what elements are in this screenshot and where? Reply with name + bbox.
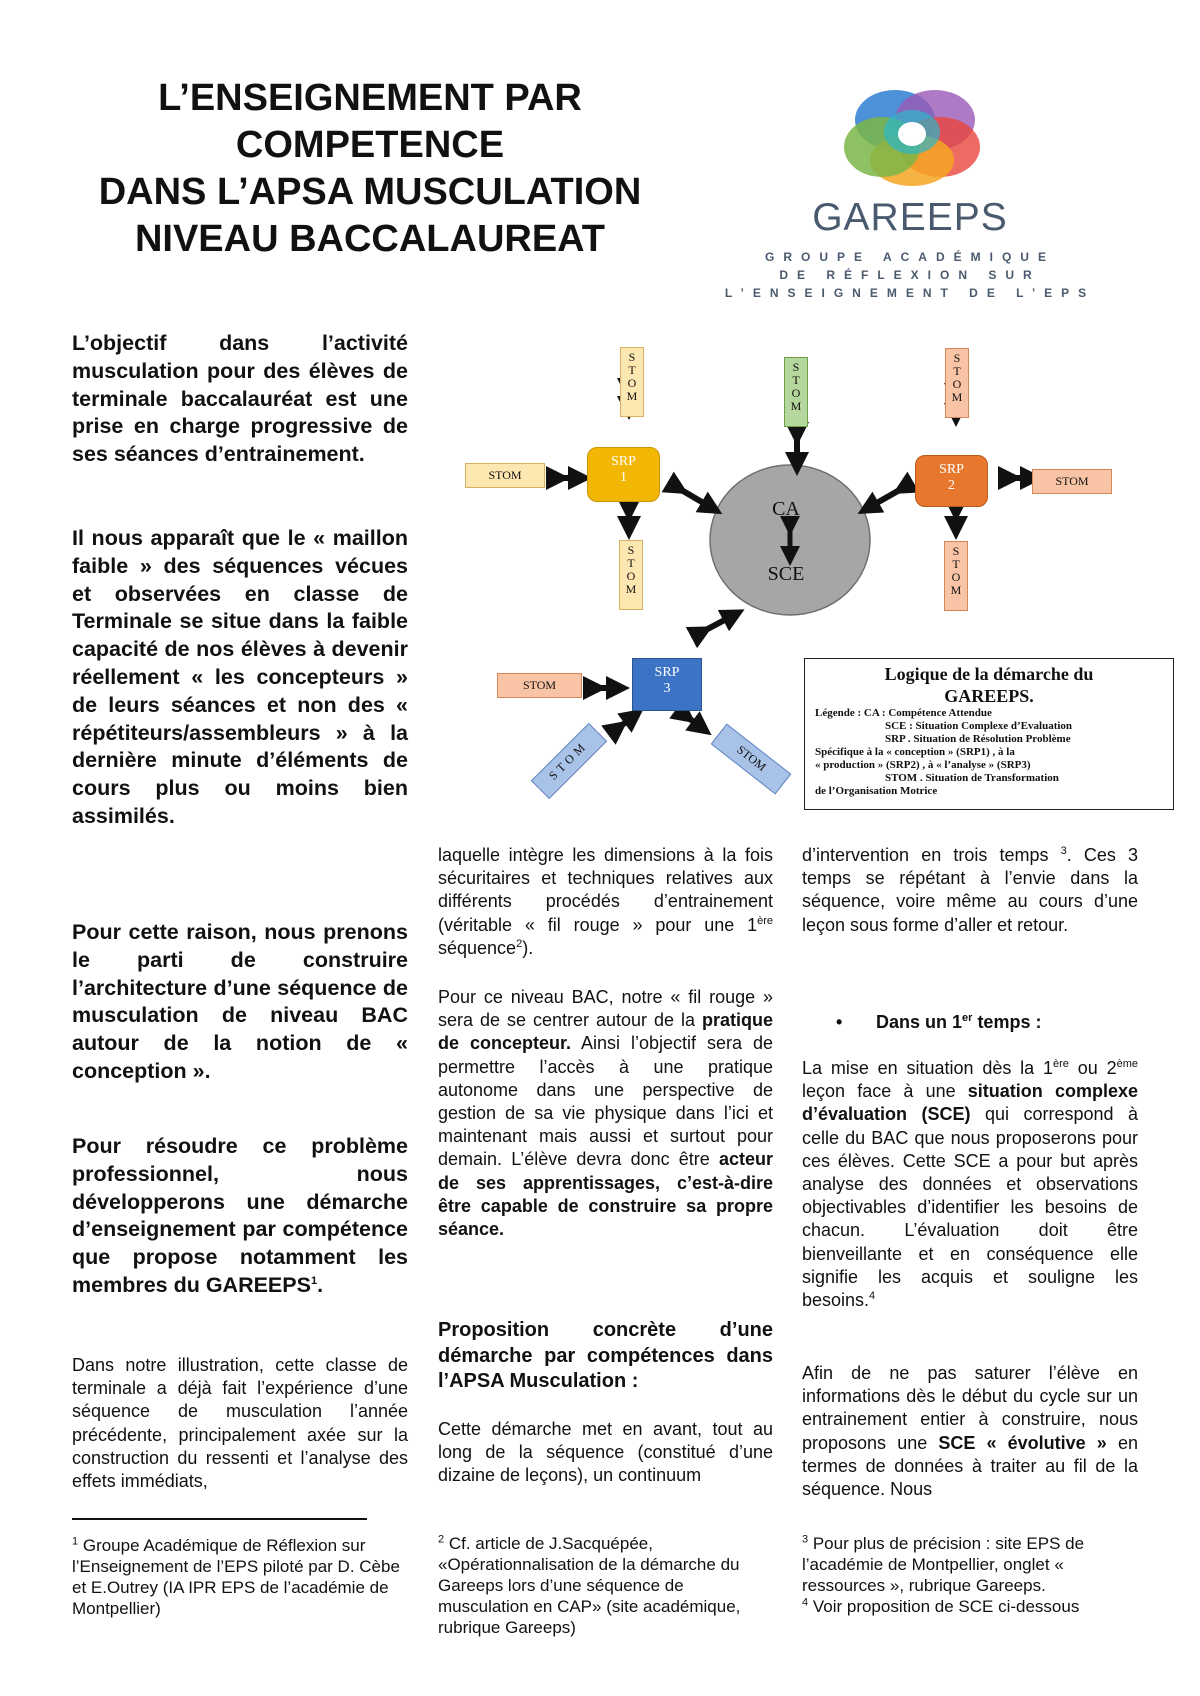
stom-box-center-top: S T O M bbox=[784, 357, 808, 427]
footnote-1-text: Groupe Académique de Réflexion sur l’Enseignement de l’EPS piloté par D. Cèbe et E.Outrey (IA IPR EPS de l’académie de Montpellier) bbox=[72, 1536, 400, 1618]
title-line-3: DANS L’APSA MUSCULATION bbox=[98, 171, 642, 213]
right-p3-b: en termes de données à traiter au fil de la séquence. Nous bbox=[802, 1432, 1138, 1500]
bullet-first-time bbox=[836, 1011, 1136, 1034]
left-paragraph-1: L’objectif dans l’activité musculation pour des élèves de terminale baccalauréat est une prise en charge progressive de ses séances d’entrainement. bbox=[72, 331, 408, 467]
footnote-1-num: 1 bbox=[72, 1535, 79, 1548]
middle-p1-c: ). bbox=[522, 937, 534, 958]
stom-box-srp2-right: STOM bbox=[1032, 469, 1112, 494]
stom-box-srp1-left: STOM bbox=[465, 463, 545, 488]
stom-box-srp3-bottom-right: STOM bbox=[711, 724, 792, 795]
right-p2-c: leçon face à une bbox=[802, 1081, 968, 1102]
right-p2-d: qui correspond à celle du BAC que nous proposerons pour ces élèves. Cette SCE a pour but après analyse des données et observations objectivables d’identifier les besoins de chacun. L’évaluation doit être bienveillante et en conséquence elle signifie les acquis et souligne les besoins. bbox=[802, 1104, 1138, 1311]
right-p2-bold: situation complexe d’évaluation (SCE) bbox=[802, 1081, 1138, 1125]
legend-line-2: SCE : Situation Complexe d’Evaluation bbox=[885, 720, 1073, 732]
left-paragraph-2: Il nous apparaît que le « maillon faible » des séquences vécues et observées en classe de Terminale se situe dans la faible capacité de nos élèves à devenir réellement « les concepteurs » de leurs séances et non des « répétiteurs/assembleurs » à la dernière minute d’éléments de cours plus ou moins bien assimilés. bbox=[72, 526, 408, 828]
middle-heading: Proposition concrète d’une démarche par compétences dans l’APSA Musculation : bbox=[438, 1319, 773, 1392]
middle-p2-bold-1: pratique de concepteur. bbox=[438, 1010, 773, 1054]
legend-line-5: « production » (SRP2) , à « l’analyse » (SRP3) bbox=[815, 759, 1031, 771]
footnote-ref-3: 3 bbox=[1060, 845, 1067, 857]
page-title bbox=[60, 75, 680, 263]
srp2-box: SRP 2 bbox=[915, 455, 988, 507]
logo-subtitle-1: GROUPE ACADÉMIQUE bbox=[765, 250, 1055, 264]
left-paragraph-5: Dans notre illustration, cette classe de terminale a déjà fait l’expérience d’une séquence de musculation l’année précédente, principalement axée sur la construction du ressenti et l’analyse des effets immédiats, bbox=[72, 1355, 408, 1492]
right-p2-a: La mise en situation dès la 1 bbox=[802, 1058, 1054, 1078]
legend-title-1: Logique de la démarche du bbox=[884, 664, 1094, 684]
bullet-text: Dans un 1 bbox=[876, 1012, 963, 1032]
middle-paragraph-2 bbox=[438, 986, 773, 1241]
middle-p2-bold-2: acteur de ses apprentissages, c’est-à-dire être capable de construire sa propre séance. bbox=[438, 1149, 773, 1240]
title-line-1: L’ENSEIGNEMENT PAR bbox=[158, 77, 582, 119]
middle-p2-a: Pour ce niveau BAC, notre « fil rouge » sera de se centrer autour de la bbox=[438, 987, 773, 1031]
right-p3-a: Afin de ne pas saturer l’élève en informations dès le début du cycle sur un entrainement entier à construire, nous proposons une bbox=[802, 1363, 1138, 1453]
middle-p1-b: séquence bbox=[438, 937, 517, 958]
center-label-sce: SCE bbox=[767, 563, 805, 585]
arrow-srp3-center bbox=[702, 615, 734, 632]
stom-box-srp1-bottom: S T O M bbox=[619, 540, 643, 610]
footnote-3 bbox=[802, 1533, 1138, 1617]
right-p3-bold: SCE « évolutive » bbox=[938, 1432, 1107, 1453]
legend-line-7: de l’Organisation Motrice bbox=[815, 785, 938, 797]
footnote-3-num: 3 bbox=[802, 1533, 809, 1546]
right-paragraph-2 bbox=[802, 1057, 1138, 1312]
footnote-4-num: 4 bbox=[802, 1596, 809, 1609]
left-paragraph-4-end: . bbox=[317, 1272, 324, 1297]
logo-name: GAREEPS bbox=[812, 196, 1008, 239]
left-paragraph-3: Pour cette raison, nous prenons le parti de construire l’architecture d’une séquence de musculation de niveau BAC autour de la notion de « conception ». bbox=[72, 920, 408, 1083]
srp3-box: SRP 3 bbox=[632, 658, 702, 711]
middle-p1-sup: ère bbox=[757, 914, 773, 927]
footnote-ref-4: 4 bbox=[869, 1290, 876, 1303]
middle-p2-b: Ainsi l’objectif sera de permettre l’accès à une pratique autonome dans une perspective de gestion de sa vie physique dans l’ici et maintenant mais aussi et surtout pour demain. L’élève devra donc être bbox=[438, 1033, 773, 1170]
legend-line-4: Spécifique à la « conception » (SRP1) , à la bbox=[815, 746, 1015, 758]
footnote-4-text: Voir proposition de SCE ci-dessous bbox=[808, 1597, 1080, 1616]
logo-subtitle-3: L’ENSEIGNEMENT DE L’EPS bbox=[724, 286, 1096, 300]
stom-box-srp3-bottom-left: STOM bbox=[531, 723, 607, 799]
title-line-2: COMPETENCE bbox=[235, 124, 505, 166]
left-paragraph-4 bbox=[72, 1133, 408, 1300]
footnote-2-text: Cf. article de J.Sacquépée, «Opérationnalisation de la démarche du Gareeps lors d’une séquence de musculation en CAP» (site académique, rubrique Gareeps) bbox=[438, 1534, 741, 1637]
left-paragraph-4-text: Pour résoudre ce problème professionnel, nous développerons une démarche d’enseignement par compétence que propose notamment les membres du GAREEPS bbox=[72, 1134, 408, 1297]
right-p1-b: . Ces 3 temps se répétant à l’envie dans la séquence, voire même au cours d’une leçon sous forme d’aller et retour. bbox=[802, 845, 1138, 935]
footnote-separator bbox=[72, 1518, 367, 1520]
center-label-ca: CA bbox=[772, 498, 800, 520]
stom-box-srp1-top: S T O M bbox=[620, 347, 644, 417]
bullet-end: temps : bbox=[972, 1012, 1042, 1032]
footnote-1 bbox=[72, 1535, 402, 1619]
right-p2-b: ou 2 bbox=[1068, 1058, 1117, 1078]
middle-p1-a: laquelle intègre les dimensions à la fois sécuritaires et techniques relatives aux différents procédés d’entrainement (véritable « fil rouge » pour une 1 bbox=[438, 845, 773, 935]
diagram-legend bbox=[804, 658, 1174, 810]
title-line-4: NIVEAU BACCALAUREAT bbox=[134, 218, 606, 260]
right-p2-sup1: ère bbox=[1053, 1058, 1069, 1070]
bullet-sup: er bbox=[962, 1012, 973, 1024]
footnote-3-text: Pour plus de précision : site EPS de l’académie de Montpellier, onglet « ressources », rubrique Gareeps. bbox=[802, 1534, 1085, 1595]
footnote-ref-1: 1 bbox=[310, 1274, 318, 1287]
legend-line-3: SRP . Situation de Résolution Problème bbox=[885, 733, 1071, 745]
bullet-dot: • bbox=[836, 1012, 843, 1032]
stom-box-srp2-bottom: S T O M bbox=[944, 541, 968, 611]
srp1-box: SRP 1 bbox=[587, 447, 660, 502]
middle-paragraph-1 bbox=[438, 844, 773, 960]
stom-box-srp2-top: S T O M bbox=[945, 348, 969, 418]
right-p2-sup2: ème bbox=[1116, 1058, 1138, 1070]
legend-line-6: STOM . Situation de Transformation bbox=[885, 772, 1059, 784]
footnote-2-num: 2 bbox=[438, 1533, 445, 1546]
gareeps-logo-icon bbox=[840, 82, 985, 187]
right-paragraph-1 bbox=[802, 844, 1138, 937]
stom-box-srp3-left: STOM bbox=[497, 673, 582, 698]
footnote-ref-2: 2 bbox=[516, 937, 523, 950]
legend-title-2: GAREEPS. bbox=[944, 686, 1034, 706]
middle-paragraph-3: Cette démarche met en avant, tout au long de la séquence (constitué d’une dizaine de leçons), un continuum bbox=[438, 1419, 773, 1486]
right-paragraph-3 bbox=[802, 1362, 1138, 1501]
logo-subtitle-2: DE RÉFLEXION SUR bbox=[779, 268, 1041, 282]
arrow-srp2-center bbox=[868, 488, 903, 508]
legend-line-1: Légende : CA : Compétence Attendue bbox=[815, 707, 992, 719]
footnote-2 bbox=[438, 1533, 773, 1638]
right-p1-a: d’intervention en trois temps bbox=[802, 845, 1061, 865]
